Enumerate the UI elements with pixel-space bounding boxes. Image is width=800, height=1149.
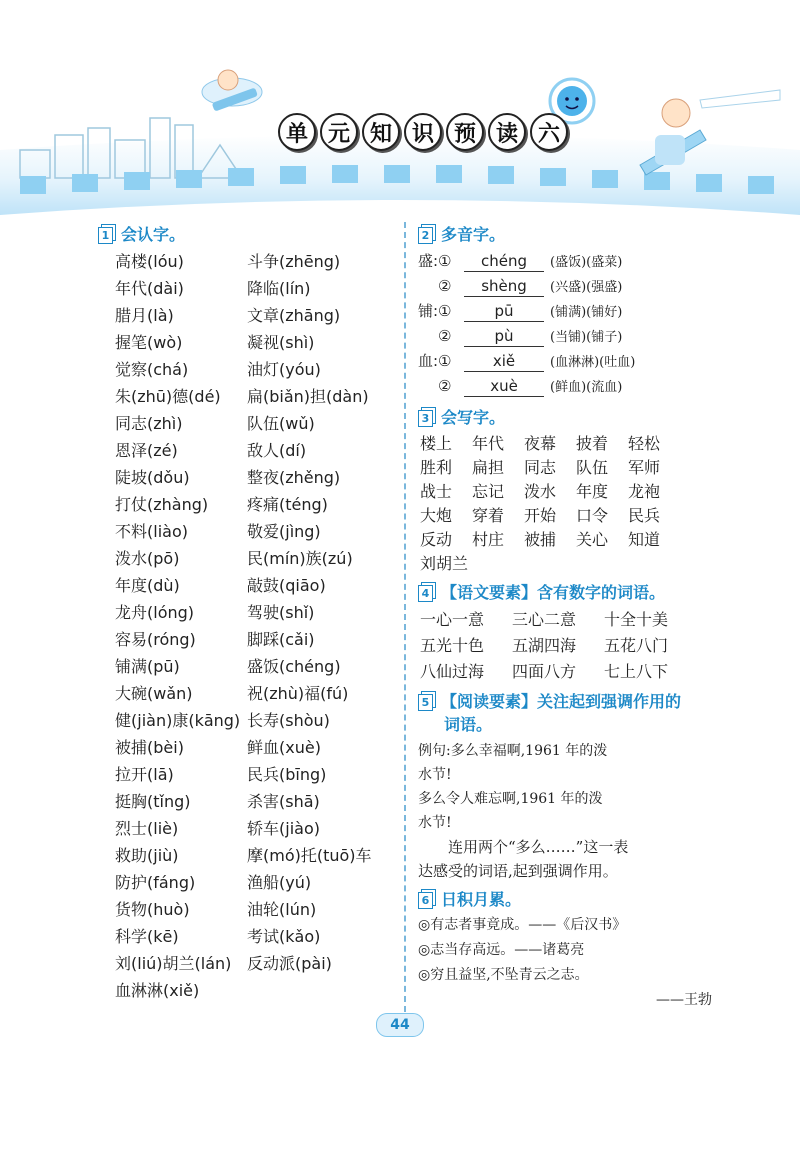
section-title: 【语文要素】含有数字的词语。 xyxy=(441,582,666,602)
write-word: 口令 xyxy=(576,506,609,525)
vocab-word: 拉开(lā) xyxy=(115,765,174,784)
vocab-word: 铺满(pū) xyxy=(115,657,180,676)
section-title: 多音字。 xyxy=(441,224,506,244)
polyphone-list xyxy=(418,249,718,399)
vocab-word: 刘(liú)胡兰(lán) xyxy=(115,954,232,973)
header-banner xyxy=(0,0,800,215)
vocab-word: 脚踩(cǎi) xyxy=(247,630,315,649)
vocab-word: 打仗(zhàng) xyxy=(115,495,209,514)
write-word: 同志 xyxy=(524,458,557,477)
section-header-recognize xyxy=(98,220,398,246)
vocab-word: 敬爱(jìng) xyxy=(247,522,321,541)
write-word: 战士 xyxy=(420,482,453,501)
write-word: 队伍 xyxy=(576,458,609,477)
write-word: 扁担 xyxy=(472,458,505,477)
vocab-word: 斗争(zhēng) xyxy=(247,252,341,271)
pinyin-answer: xuè xyxy=(464,376,544,397)
write-word: 胜利 xyxy=(420,458,453,477)
section-number-icon: 1 xyxy=(98,224,115,243)
write-word: 被捕 xyxy=(524,530,557,549)
write-word: 村庄 xyxy=(472,530,505,549)
write-word: 反动 xyxy=(420,530,453,549)
title-char: 读 xyxy=(488,113,526,151)
vocab-word: 民(mín)族(zú) xyxy=(247,549,353,568)
vocab-word: 整夜(zhěng) xyxy=(247,468,341,487)
vocab-word: 同志(zhì) xyxy=(115,414,183,433)
polyphone-row: 铺:① pū (铺满)(铺好) xyxy=(418,302,623,320)
section-number-icon: 6 xyxy=(418,889,435,908)
vocab-word: 长寿(shòu) xyxy=(247,711,330,730)
section-header-number-words xyxy=(418,578,718,604)
title-char: 六 xyxy=(530,113,568,151)
section-number-icon: 2 xyxy=(418,224,435,243)
title-char: 知 xyxy=(362,113,400,151)
section-title: 【阅读要素】关注起到强调作用的 xyxy=(441,691,682,711)
write-word: 夜幕 xyxy=(524,434,557,453)
vocab-word: 摩(mó)托(tuō)车 xyxy=(247,846,372,865)
vocab-word: 扁(biǎn)担(dàn) xyxy=(247,387,369,406)
vocab-word: 文章(zhāng) xyxy=(247,306,341,325)
section-title-continued: 词语。 xyxy=(444,715,493,734)
vocab-word: 盛饭(chéng) xyxy=(247,657,341,676)
section-title: 会认字。 xyxy=(121,224,186,244)
section-number-icon: 4 xyxy=(418,582,435,601)
vocab-word: 恩泽(zé) xyxy=(115,441,178,460)
quote-line: ◎穷且益坚,不坠青云之志。 xyxy=(418,967,589,983)
number-idiom: 三心二意 xyxy=(512,610,577,629)
polyphone-row: ② shèng (兴盛)(强盛) xyxy=(438,277,623,295)
section-number-icon: 3 xyxy=(418,407,435,426)
vocab-word: 降临(lín) xyxy=(247,279,311,298)
title-char: 元 xyxy=(320,113,358,151)
section-title: 会写字。 xyxy=(441,407,506,427)
page-title xyxy=(278,113,568,151)
polyphone-row: 血:① xiě (血淋淋)(吐血) xyxy=(418,352,636,370)
vocab-word: 握笔(wò) xyxy=(115,333,183,352)
vocab-word: 年代(dài) xyxy=(115,279,184,298)
right-column xyxy=(418,220,718,1013)
number-idiom: 十全十美 xyxy=(604,610,669,629)
title-char: 单 xyxy=(278,113,316,151)
section-number-icon: 5 xyxy=(418,691,435,710)
vocab-word: 油轮(lún) xyxy=(247,900,317,919)
write-word: 穿着 xyxy=(472,506,505,525)
vocab-word: 油灯(yóu) xyxy=(247,360,321,379)
write-word: 龙袍 xyxy=(628,482,661,501)
vocab-word: 救助(jiù) xyxy=(115,846,179,865)
pinyin-answer: pū xyxy=(464,301,544,322)
section-header-write xyxy=(418,403,718,429)
write-word: 轻松 xyxy=(628,434,661,453)
number-idiom: 五花八门 xyxy=(604,636,669,655)
vocab-word: 烈士(liè) xyxy=(115,819,179,838)
write-word: 开始 xyxy=(524,506,557,525)
section-header-polyphone xyxy=(418,220,718,246)
vocab-word: 鲜血(xuè) xyxy=(247,738,321,757)
vocab-word: 民兵(bīng) xyxy=(247,765,327,784)
section-header-accumulate xyxy=(418,885,718,911)
write-word: 关心 xyxy=(576,530,609,549)
vocab-word: 货物(huò) xyxy=(115,900,190,919)
vocab-word: 挺胸(tǐng) xyxy=(115,792,191,811)
vocab-word: 驾驶(shǐ) xyxy=(247,603,315,622)
vocab-word: 敌人(dí) xyxy=(247,441,307,460)
vocab-word: 考试(kǎo) xyxy=(247,927,321,946)
vocab-word: 科学(kē) xyxy=(115,927,179,946)
vocab-word: 祝(zhù)福(fú) xyxy=(247,684,349,703)
vocab-word: 泼水(pō) xyxy=(115,549,180,568)
number-idiom: 五湖四海 xyxy=(512,636,577,655)
vocab-word: 觉察(chá) xyxy=(115,360,189,379)
section-title: 日积月累。 xyxy=(441,889,522,909)
flying-kid-illustration xyxy=(202,70,262,112)
recognize-words-list xyxy=(98,248,398,1004)
vocab-word: 不料(liào) xyxy=(115,522,188,541)
vocab-word: 杀害(shā) xyxy=(247,792,320,811)
title-char: 预 xyxy=(446,113,484,151)
vocab-word: 陡坡(dǒu) xyxy=(115,468,190,487)
polyphone-row: ② xuè (鲜血)(流血) xyxy=(438,377,623,395)
vocab-word: 防护(fáng) xyxy=(115,873,196,892)
vocab-word: 容易(róng) xyxy=(115,630,196,649)
pencil-sketch xyxy=(700,90,780,108)
pinyin-answer: shèng xyxy=(464,276,544,297)
quote-author: ——王勃 xyxy=(656,992,712,1008)
quote-line: ◎志当存高远。——诸葛亮 xyxy=(418,942,585,958)
vocab-word: 朱(zhū)德(dé) xyxy=(115,387,221,406)
reading-example: 例句:多么幸福啊,1961 年的泼 水节! 多么令人难忘啊,1961 年的泼 水节! xyxy=(418,743,608,831)
write-word: 楼上 xyxy=(420,434,453,453)
write-word: 大炮 xyxy=(420,506,453,525)
number-idiom: 七上八下 xyxy=(604,662,669,681)
write-word: 忘记 xyxy=(472,482,505,501)
vocab-word: 龙舟(lóng) xyxy=(115,603,195,622)
pinyin-answer: pù xyxy=(464,326,544,347)
vocab-word: 大碗(wǎn) xyxy=(115,684,193,703)
write-word: 刘胡兰 xyxy=(420,554,469,573)
write-word: 披着 xyxy=(576,434,609,453)
number-idiom: 八仙过海 xyxy=(420,662,485,681)
write-word: 年代 xyxy=(472,434,505,453)
vocab-word: 轿车(jiào) xyxy=(247,819,320,838)
pinyin-answer: xiě xyxy=(464,351,544,372)
vocab-word: 腊月(là) xyxy=(115,306,174,325)
write-words-grid xyxy=(418,432,718,576)
page-number: 44 xyxy=(376,1013,424,1037)
polyphone-row: ② pù (当铺)(铺子) xyxy=(438,327,623,345)
vocab-word: 凝视(shì) xyxy=(247,333,315,352)
vocab-word: 被捕(bèi) xyxy=(115,738,184,757)
reading-explanation: 连用两个“多么……”这一表 达感受的词语,起到强调作用。 xyxy=(418,838,629,880)
vocab-word: 年度(dù) xyxy=(115,576,180,595)
write-word: 民兵 xyxy=(628,506,661,525)
write-word: 军师 xyxy=(628,458,661,477)
vocab-word: 队伍(wǔ) xyxy=(247,414,315,433)
accumulate-list xyxy=(418,913,718,1013)
pinyin-answer: chéng xyxy=(464,251,544,272)
vocab-word: 健(jiàn)康(kāng) xyxy=(115,711,241,730)
write-word: 知道 xyxy=(628,530,661,549)
number-idiom: 五光十色 xyxy=(420,636,485,655)
quote-line: ◎有志者事竟成。——《后汉书》 xyxy=(418,917,627,933)
number-idiom: 四面八方 xyxy=(512,662,577,681)
number-words-grid xyxy=(418,607,718,685)
section-header-reading xyxy=(418,687,718,737)
vocab-word: 渔船(yú) xyxy=(247,873,312,892)
polyphone-row: 盛:① chéng (盛饭)(盛菜) xyxy=(418,252,623,270)
vocab-word: 血淋淋(xiě) xyxy=(115,981,200,1000)
number-idiom: 一心一意 xyxy=(420,610,485,629)
column-divider xyxy=(404,222,406,1012)
write-word: 年度 xyxy=(576,482,609,501)
write-word: 泼水 xyxy=(524,482,557,501)
vocab-word: 反动派(pài) xyxy=(247,954,332,973)
vocab-word: 敲鼓(qiāo) xyxy=(247,576,326,595)
vocab-word: 高楼(lóu) xyxy=(115,252,184,271)
left-column xyxy=(98,220,398,1004)
title-char: 识 xyxy=(404,113,442,151)
vocab-word: 疼痛(téng) xyxy=(247,495,328,514)
